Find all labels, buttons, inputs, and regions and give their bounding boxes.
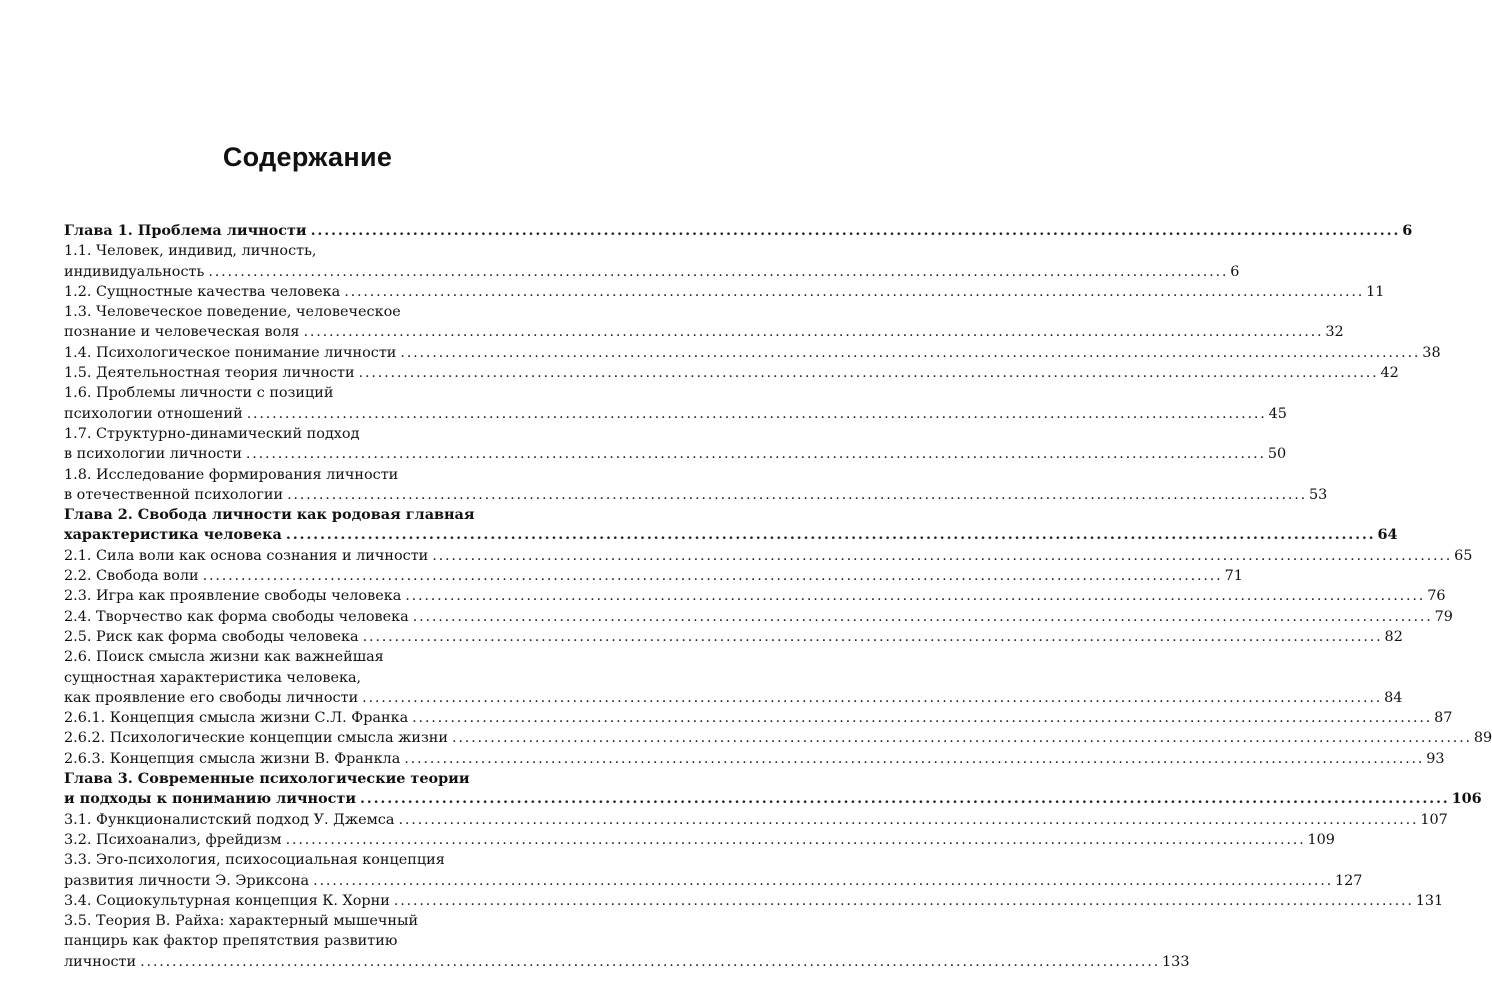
toc-section-entry: [64, 586, 1446, 606]
dot-leader: ................................................................................................................................................................: [362, 628, 1383, 645]
toc-section-entry: [64, 627, 1403, 647]
toc-page-number: 93: [1426, 750, 1445, 767]
toc-page-number: 6: [1230, 263, 1240, 280]
toc-entry-text: Глава 1. Проблема личности: [64, 222, 307, 239]
dot-leader: ................................................................................................................................................................: [202, 568, 1223, 585]
dot-leader: ................................................................................................................................................................: [285, 831, 1306, 848]
toc-entry-text: 2.6.1. Концепция смысла жизни С.Л. Франка: [64, 710, 409, 727]
toc-section-entry: [64, 302, 1344, 343]
toc-page-number: 38: [1422, 344, 1441, 361]
toc-entry-text: 1.3. Человеческое поведение, человеческое: [64, 304, 401, 321]
toc-entry-text: 2.2. Свобода воли: [64, 568, 199, 585]
toc-entry-text: 1.5. Деятельностная теория личности: [64, 365, 355, 382]
toc-page-number: 133: [1162, 953, 1190, 970]
toc-page-number: 42: [1380, 365, 1399, 382]
dot-leader: ................................................................................................................................................................: [404, 750, 1425, 767]
toc-page-number: 50: [1267, 446, 1287, 463]
toc-entry-text: личности: [64, 953, 137, 970]
toc-chapter-entry: [64, 221, 1413, 241]
toc-section-entry: [64, 383, 1287, 424]
toc-section-entry: [64, 566, 1243, 586]
toc-entry-text: 1.6. Проблемы личности с позиций: [64, 385, 334, 402]
toc-section-entry: [64, 708, 1453, 728]
dot-leader: ................................................................................................................................................................: [452, 730, 1472, 747]
toc-page-number: 106: [1451, 790, 1482, 808]
dot-leader: ................................................................................................................................................................: [287, 486, 1307, 503]
toc-entry-text: Глава 2. Свобода личности как родовая главная: [64, 506, 475, 524]
dot-leader: ................................................................................................................................................................: [398, 811, 1419, 828]
toc-page-number: 87: [1434, 710, 1453, 727]
toc-entry-text: 3.3. Эго-психология, психосоциальная концепция: [64, 852, 445, 869]
toc-entry-text: характеристика человека: [64, 526, 282, 544]
dot-leader: ................................................................................................................................................................: [432, 547, 1453, 564]
toc-section-entry: [64, 465, 1328, 506]
toc-entry-text: сущностная характеристика человека,: [64, 669, 362, 686]
toc-entry-text: и подходы к пониманию личности: [64, 790, 356, 808]
toc-chapter-entry: [64, 769, 1482, 810]
toc-entry-text: 2.4. Творчество как форма свободы человека: [64, 608, 409, 625]
toc-page-number: 53: [1308, 486, 1328, 503]
toc-entry-text: 2.6.2. Психологические концепции смысла жизни: [64, 730, 448, 747]
dot-leader: ................................................................................................................................................................: [358, 365, 1379, 382]
toc-page-number: 127: [1335, 872, 1363, 889]
dot-leader: ................................................................................................................................................................: [208, 263, 1229, 280]
toc-entry-text: 2.3. Игра как проявление свободы человека: [64, 588, 402, 605]
toc-entry-text: 1.4. Психологическое понимание личности: [64, 344, 397, 361]
toc-entry-text: познание и человеческая воля: [64, 324, 300, 341]
toc-chapter-entry: [64, 505, 1398, 546]
dot-leader: ................................................................................................................................................................: [303, 324, 1324, 341]
toc-page-number: 131: [1415, 892, 1444, 909]
toc-entry-text: 3.4. Социокультурная концепция К. Хорни: [64, 892, 390, 909]
dot-leader: ................................................................................................................................................................: [412, 710, 1433, 727]
toc-entry-text: 2.1. Сила воли как основа сознания и личности: [64, 547, 429, 564]
toc-page-number: 11: [1366, 283, 1385, 300]
table-of-contents: [64, 221, 1492, 972]
toc-entry-text: как проявление его свободы личности: [64, 689, 359, 706]
toc-section-entry: [64, 891, 1444, 911]
toc-entry-text: Глава 3. Современные психологические теории: [64, 770, 470, 788]
toc-page-number: 6: [1402, 222, 1413, 239]
toc-entry-text: индивидуальность: [64, 263, 205, 280]
toc-section-entry: [64, 911, 1190, 972]
toc-entry-text: 3.5. Теория В. Райха: характерный мышечный: [64, 913, 419, 930]
toc-entry-text: 1.2. Сущностные качества человека: [64, 283, 341, 300]
toc-page-number: 76: [1427, 588, 1446, 605]
toc-section-entry: [64, 850, 1363, 891]
toc-section-entry: [64, 830, 1335, 850]
dot-leader: ................................................................................................................................................................: [412, 608, 1433, 625]
toc-section-entry: [64, 749, 1445, 769]
toc-section-entry: [64, 363, 1399, 383]
dot-leader: ................................................................................................................................................................: [310, 222, 1401, 239]
toc-page-number: 107: [1420, 811, 1448, 828]
toc-entry-text: панцирь как фактор препятствия развитию: [64, 933, 398, 950]
toc-section-entry: [64, 810, 1448, 830]
toc-section-entry: [64, 546, 1473, 566]
toc-page-number: 45: [1268, 405, 1287, 422]
toc-entry-text: 3.1. Функционалистский подход У. Джемса: [64, 811, 395, 828]
toc-page-number: 64: [1377, 526, 1398, 544]
page-title: Содержание: [222, 142, 393, 172]
toc-entry-text: 1.7. Структурно-динамический подход: [64, 425, 360, 442]
toc-page-number: 65: [1454, 547, 1473, 564]
dot-leader: ................................................................................................................................................................: [140, 953, 1161, 970]
dot-leader: ................................................................................................................................................................: [285, 526, 1376, 544]
toc-section-entry: [64, 282, 1385, 302]
toc-section-entry: [64, 647, 1403, 708]
toc-page-number: 82: [1384, 628, 1403, 645]
toc-entry-text: 3.2. Психоанализ, фрейдизм: [64, 831, 282, 848]
toc-section-entry: [64, 607, 1453, 627]
toc-entry-text: в отечественной психологии: [64, 486, 284, 503]
toc-entry-text: 2.6. Поиск смысла жизни как важнейшая: [64, 649, 384, 666]
toc-page-number: 84: [1384, 689, 1403, 706]
toc-section-entry: [64, 343, 1441, 363]
dot-leader: ................................................................................................................................................................: [313, 872, 1333, 889]
dot-leader: ................................................................................................................................................................: [400, 344, 1421, 361]
dot-leader: ................................................................................................................................................................: [360, 790, 1450, 808]
toc-entry-text: 1.1. Человек, индивид, личность,: [64, 243, 317, 260]
dot-leader: ................................................................................................................................................................: [245, 446, 1266, 463]
dot-leader: ................................................................................................................................................................: [344, 283, 1365, 300]
toc-section-entry: [64, 728, 1492, 748]
toc-page-number: 89: [1473, 730, 1492, 747]
toc-entry-text: 2.5. Риск как форма свободы человека: [64, 628, 359, 645]
toc-page-number: 79: [1434, 608, 1453, 625]
dot-leader: ................................................................................................................................................................: [246, 405, 1267, 422]
toc-entry-text: психологии отношений: [64, 405, 243, 422]
toc-entry-text: 2.6.3. Концепция смысла жизни В. Франкла: [64, 750, 401, 767]
toc-page-number: 32: [1325, 324, 1344, 341]
toc-entry-text: в психологии личности: [64, 446, 242, 463]
toc-page-number: 71: [1224, 568, 1243, 585]
toc-section-entry: [64, 241, 1240, 282]
dot-leader: ................................................................................................................................................................: [405, 588, 1426, 605]
dot-leader: ................................................................................................................................................................: [362, 689, 1383, 706]
toc-page-number: 109: [1307, 831, 1335, 848]
toc-entry-text: развития личности Э. Эриксона: [64, 872, 310, 889]
toc-entry-text: 1.8. Исследование формирования личности: [64, 466, 399, 483]
dot-leader: ................................................................................................................................................................: [393, 892, 1414, 909]
toc-section-entry: [64, 424, 1287, 465]
